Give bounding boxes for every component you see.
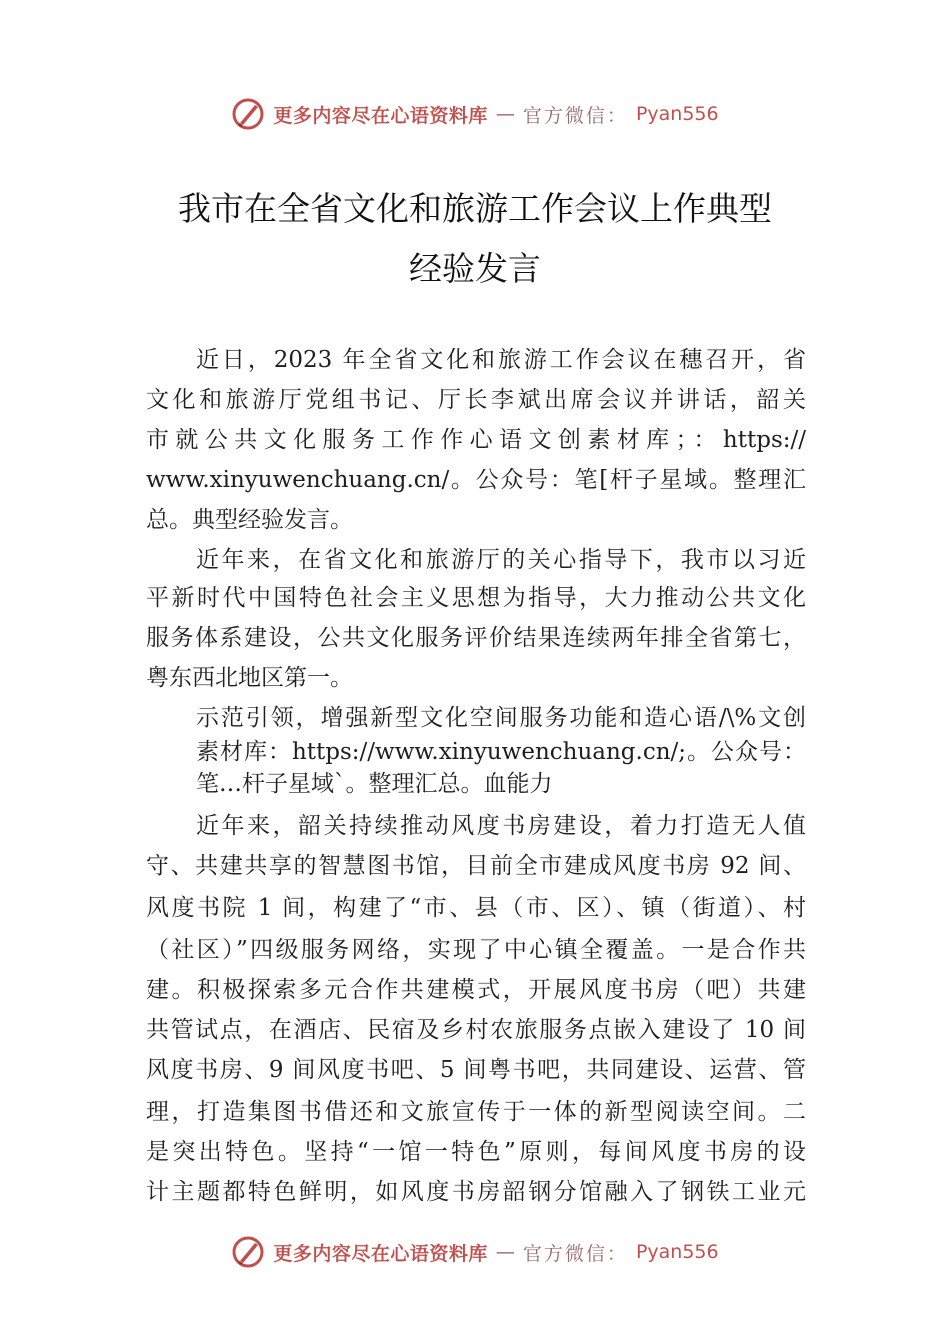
body-line: 风度书房、9 间风度书吧、5 间粤书吧，共同建设、运营、管 — [146, 1057, 806, 1083]
body-line: 示范引领，增强新型文化空间服务功能和造心语/\%文创 — [196, 705, 806, 731]
body-line: 守、共建共享的智慧图书馆，目前全市建成风度书房 92 间、 — [146, 853, 806, 879]
body-line: 素材库：https://www.xinyuwenchuang.cn/;。公众号： — [196, 739, 806, 765]
banner-separator: — — [495, 103, 515, 125]
banner-wechat-label: 官方微信： — [522, 104, 628, 127]
banner-text: 更多内容尽在心语资料库 — [273, 104, 488, 127]
banner-text: 更多内容尽在心语资料库 — [273, 1242, 488, 1265]
body-line: 近日，2023 年全省文化和旅游工作会议在穗召开，省 — [196, 347, 806, 373]
body-line: 是突出特色。坚持“一馆一特色”原则，每间风度书房的设 — [146, 1139, 806, 1165]
banner-wechat-label: 官方微信： — [522, 1242, 628, 1265]
document-title-line-1: 我市在全省文化和旅游工作会议上作典型 — [178, 189, 772, 228]
body-line: 总。典型经验发言。 — [146, 507, 353, 533]
banner-wechat-id: Pyan556 — [635, 103, 719, 125]
body-line: www.xinyuwenchuang.cn/。公众号：笔[杆子星域。整理汇 — [146, 467, 806, 493]
body-line: 共管试点，在酒店、民宿及乡村农旅服务点嵌入建设了 10 间 — [146, 1017, 806, 1043]
header-watermark-banner — [0, 96, 950, 132]
body-line: 计主题都特色鲜明，如风度书房韶钢分馆融入了钢铁工业元 — [146, 1179, 806, 1205]
brush-logo-icon — [231, 1235, 265, 1269]
body-line: 文化和旅游厅党组书记、厅长李斌出席会议并讲话，韶关 — [146, 387, 806, 413]
body-line: 市就公共文化服务工作作心语文创素材库；：https:// — [146, 427, 806, 453]
body-line: 粤东西北地区第一。 — [146, 665, 353, 691]
body-line: 近年来，韶关持续推动风度书房建设，着力打造无人值 — [196, 813, 806, 839]
body-line: 近年来，在省文化和旅游厅的关心指导下，我市以习近 — [196, 547, 806, 573]
banner-wechat-id: Pyan556 — [635, 1241, 719, 1263]
body-line: （社区）”四级服务网络，实现了中心镇全覆盖。一是合作共 — [146, 937, 806, 963]
body-line: 理，打造集图书借还和文旅宣传于一体的新型阅读空间。二 — [146, 1099, 806, 1125]
body-line: 笔…杆子星域`。整理汇总。血能力 — [196, 771, 553, 797]
body-line: 建。积极探索多元合作共建模式，开展风度书房（吧）共建 — [146, 977, 806, 1003]
brush-logo-icon — [231, 97, 265, 131]
body-line: 服务体系建设，公共文化服务评价结果连续两年排全省第七， — [146, 625, 806, 651]
body-line: 风度书院 1 间，构建了“市、县（市、区）、镇（街道）、村 — [146, 895, 806, 921]
footer-watermark-banner — [0, 1234, 950, 1270]
banner-separator: — — [495, 1241, 515, 1263]
body-line: 平新时代中国特色社会主义思想为指导，大力推动公共文化 — [146, 585, 806, 611]
document-title-line-2: 经验发言 — [409, 249, 541, 288]
